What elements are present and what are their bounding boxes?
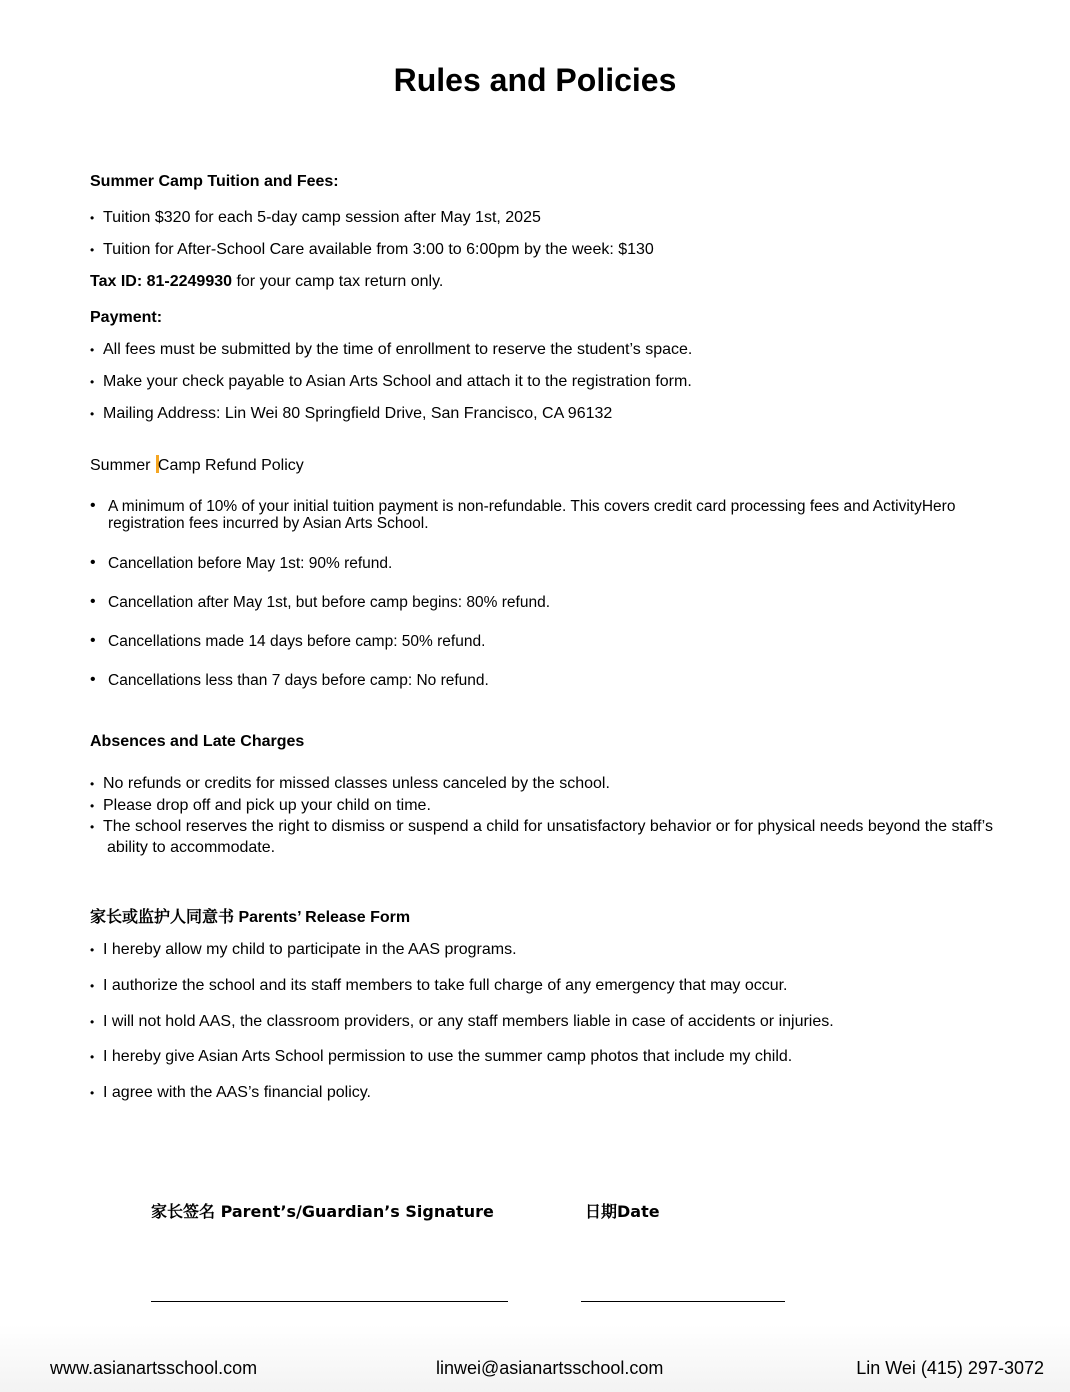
- refund-heading-start: Summer: [90, 457, 155, 474]
- payment-heading: Payment:: [90, 309, 163, 326]
- tuition-heading: Summer Camp Tuition and Fees:: [90, 173, 339, 190]
- absences-item-1: • No refunds or credits for missed classes unless canceled by the school.: [103, 775, 610, 793]
- refund-item-3: • Cancellation after May 1st, but before camp begins: 80% refund.: [108, 594, 550, 612]
- refund-item-2: • Cancellation before May 1st: 90% refund.: [108, 555, 392, 573]
- refund-heading: [90, 455, 304, 475]
- absences-item-3-cont: ability to accommodate.: [107, 839, 276, 856]
- refund-heading-end: Camp Refund Policy: [157, 457, 304, 474]
- refund-item-5: • Cancellations less than 7 days before camp: No refund.: [108, 672, 489, 690]
- parent-signature-label: 家长签名 Parent’s/Guardian’s Signature: [151, 1202, 494, 1221]
- tuition-item-2: • Tuition for After-School Care available from 3:00 to 6:00pm by the week: $130: [103, 241, 654, 259]
- refund-item-1: • A minimum of 10% of your initial tuition payment is non-refundable. This covers credit card processing fees and ActivityHero: [108, 498, 955, 516]
- payment-item-2: • Make your check payable to Asian Arts School and attach it to the registration form.: [103, 373, 692, 391]
- date-label: 日期Date: [585, 1202, 660, 1221]
- refund-item-4: • Cancellations made 14 days before camp: 50% refund.: [108, 633, 485, 651]
- refund-item-1-cont: registration fees incurred by Asian Arts School.: [108, 515, 429, 532]
- absences-item-2: • Please drop off and pick up your child on time.: [103, 797, 431, 815]
- release-item-5: • I agree with the AAS’s financial policy.: [103, 1084, 371, 1102]
- absences-heading: Absences and Late Charges: [90, 733, 305, 750]
- footer-website[interactable]: www.asianartsschool.com: [50, 1358, 258, 1378]
- footer-contact: Lin Wei (415) 297-3072: [856, 1358, 1044, 1378]
- payment-item-1: • All fees must be submitted by the time of enrollment to reserve the student’s space.: [103, 341, 692, 359]
- date-signature-line[interactable]: [581, 1301, 785, 1302]
- tax-id-label: Tax ID: 81-2249930: [90, 273, 233, 290]
- tax-id-line: [90, 273, 443, 291]
- release-item-3: • I will not hold AAS, the classroom providers, or any staff members liable in case of accidents or injuries.: [103, 1013, 834, 1031]
- absences-item-3: • The school reserves the right to dismiss or suspend a child for unsatisfactory behavior or for physical needs beyond the staff’s: [103, 818, 993, 836]
- payment-item-3: • Mailing Address: Lin Wei 80 Springfield Drive, San Francisco, CA 96132: [103, 405, 612, 423]
- tax-id-note: for your camp tax return only.: [232, 273, 444, 290]
- page-title: Rules and Policies: [393, 62, 677, 98]
- release-item-4: • I hereby give Asian Arts School permission to use the summer camp photos that include my child.: [103, 1048, 792, 1066]
- parent-signature-line[interactable]: [151, 1301, 508, 1302]
- footer-email[interactable]: linwei@asianartsschool.com: [436, 1358, 664, 1378]
- release-item-1: • I hereby allow my child to participate in the AAS programs.: [103, 941, 517, 959]
- tuition-item-1: • Tuition $320 for each 5-day camp session after May 1st, 2025: [103, 209, 541, 227]
- release-heading: 家长或监护人同意书 Parents’ Release Form: [90, 909, 411, 926]
- release-item-2: • I authorize the school and its staff members to take full charge of any emergency that may occur.: [103, 977, 788, 995]
